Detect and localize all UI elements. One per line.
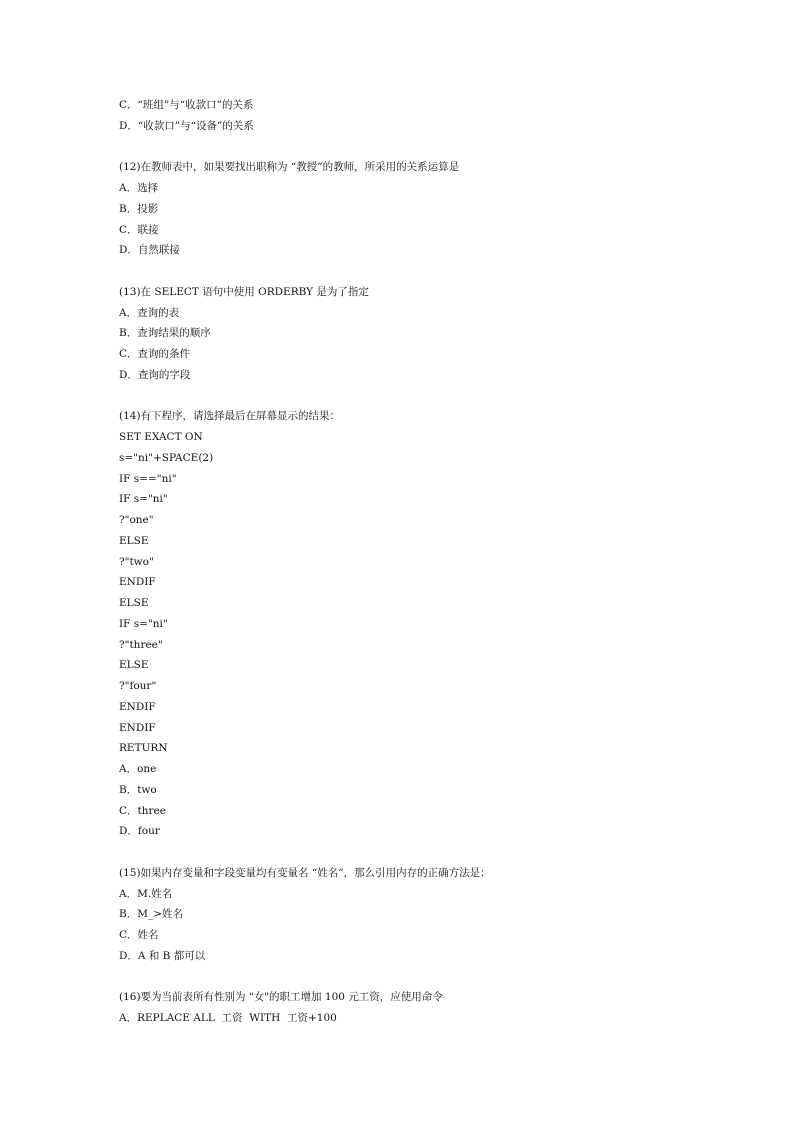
q15-option-a: A．M.姓名 — [119, 887, 173, 900]
q11-option-c: C．“班组”与“收款口”的关系 — [119, 99, 254, 111]
q14-option-d: D．four — [119, 825, 160, 838]
code-line: ELSE — [119, 597, 149, 609]
q13-stem: (13)在 SELECT 语句中使用 ORDERBY 是为了指定 — [119, 285, 369, 298]
q13-option-c: C．查询的条件 — [119, 348, 191, 360]
q13-option-d: D．查询的字段 — [119, 368, 191, 381]
code-line: ENDIF — [119, 576, 156, 589]
document-page — [119, 95, 739, 1029]
q15-option-c: C．姓名 — [119, 929, 159, 941]
code-line: ?"two" — [119, 555, 154, 568]
code-line: ENDIF — [119, 700, 156, 713]
q12-option-c: C．联接 — [119, 223, 159, 236]
q16-option-a: A．REPLACE ALL 工资 WITH 工资+100 — [119, 1012, 337, 1024]
code-line: ?"four" — [119, 680, 157, 692]
code-line: IF s="ni" — [119, 617, 168, 630]
q14-option-b: B．two — [119, 783, 157, 796]
q15-option-b: B．M_>姓名 — [119, 908, 184, 921]
q12-option-b: B．投影 — [119, 202, 159, 215]
spacer — [119, 967, 739, 988]
spacer — [119, 842, 739, 863]
q12-stem: (12)在教师表中，如果要找出职称为 “教授”的教师，所采用的关系运算是 — [119, 161, 460, 174]
code-line: ELSE — [119, 659, 149, 672]
code-line: ELSE — [119, 534, 149, 547]
code-line: ENDIF — [119, 721, 156, 734]
q14-option-a: A．one — [119, 763, 157, 775]
q15-option-d: D．A 和 B 都可以 — [119, 949, 206, 962]
code-line: ?"one" — [119, 514, 154, 526]
q14-option-c: C．three — [119, 804, 166, 817]
spacer — [119, 386, 739, 407]
q13-option-a: A．查询的表 — [119, 306, 180, 319]
code-line: s="ni"+SPACE(2) — [119, 451, 214, 464]
q12-option-d: D．自然联接 — [119, 244, 180, 257]
code-line: IF s="ni" — [119, 493, 168, 506]
spacer — [119, 261, 739, 282]
code-line: ?"three" — [119, 638, 163, 651]
q11-option-d: D．“收款口”与“设备”的关系 — [119, 119, 254, 132]
spacer — [119, 137, 739, 158]
code-line: SET EXACT ON — [119, 431, 203, 443]
q14-stem: (14)有下程序，请选择最后在屏幕显示的结果： — [119, 410, 341, 423]
q13-option-b: B．查询结果的顺序 — [119, 327, 211, 340]
q16-stem: (16)要为当前表所有性别为 "女"的职工增加 100 元工资，应使用命令 — [119, 991, 443, 1004]
code-line: IF s=="ni" — [119, 472, 177, 485]
code-line: RETURN — [119, 742, 168, 755]
q15-stem: (15)如果内存变量和字段变量均有变量名 “姓名”，那么引用内存的正确方法是： — [119, 866, 491, 879]
q12-option-a: A．选择 — [119, 182, 159, 194]
